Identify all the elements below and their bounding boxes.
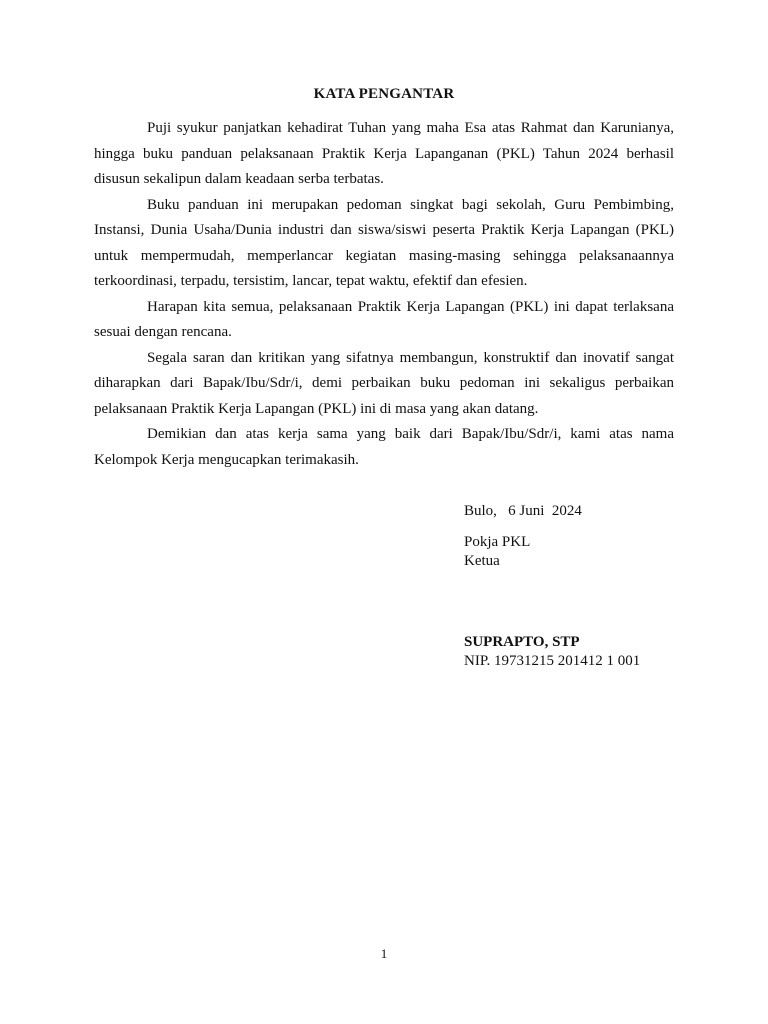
paragraph-3: Harapan kita semua, pelaksanaan Praktik Kerja Lapangan (PKL) ini dapat terlaksana sesuai dengan rencana. [94, 298, 674, 340]
paragraph-4: Segala saran dan kritikan yang sifatnya membangun, konstruktif dan inovatif sangat diharapkan dari Bapak/Ibu/Sdr/i, demi perbaikan buku pedoman ini sekaligus perbaikan pelaksanaan Praktik Kerja Lapangan (PKL) ini di masa yang akan datang. [94, 349, 674, 417]
paragraph-2: Buku panduan ini merupakan pedoman singkat bagi sekolah, Guru Pembimbing, Instansi, Dunia Usaha/Dunia industri dan siswa/siswi peserta Praktik Kerja Lapangan (PKL) untuk mempermudah, memperlancar kegiatan masing-masing sehingga pelaksanaannya terkoordinasi, terpadu, tersistim, lancar, tepat waktu, efektif dan efesien. [94, 196, 674, 289]
body-text [94, 116, 674, 473]
paragraph-5: Demikian dan atas kerja sama yang baik dari Bapak/Ibu/Sdr/i, kami atas nama Kelompok Kerja mengucapkan terimakasih. [94, 426, 674, 468]
signer-nip: NIP. 19731215 201412 1 001 [464, 653, 641, 669]
signer-position: Ketua [464, 553, 500, 569]
signer-organization: Pokja PKL [464, 534, 531, 550]
page-title: KATA PENGANTAR [313, 86, 455, 102]
page-number: 1 [380, 946, 388, 961]
signer-name: SUPRAPTO, STP [464, 634, 580, 650]
place-date: Bulo, 6 Juni 2024 [464, 503, 582, 519]
paragraph-1: Puji syukur panjatkan kehadirat Tuhan yang maha Esa atas Rahmat dan Karunianya, hingga buku panduan pelaksanaan Praktik Kerja Lapanganan (PKL) Tahun 2024 berhasil disusun sekalipun dalam keadaan serba terbatas. [94, 120, 674, 187]
signature-block [464, 502, 640, 671]
